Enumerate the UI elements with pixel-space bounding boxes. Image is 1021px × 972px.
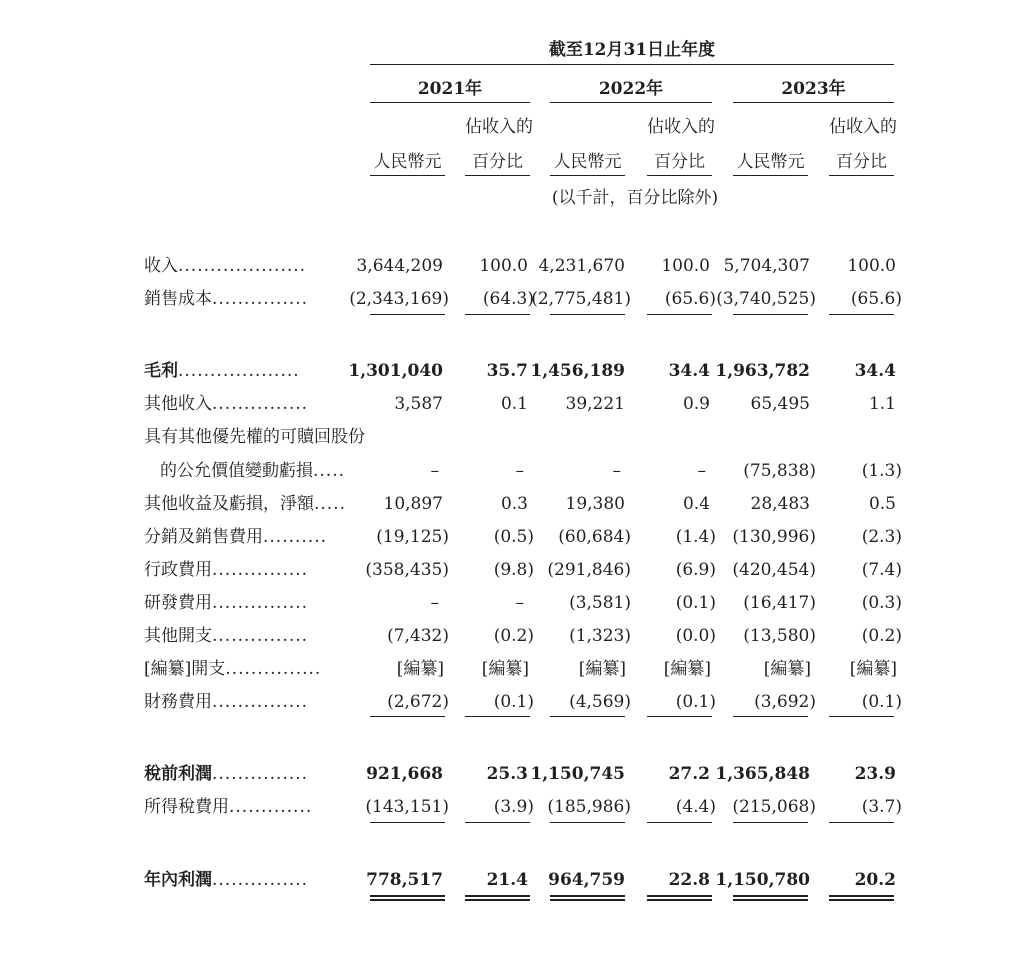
subtotal-rule bbox=[647, 822, 712, 823]
row-leader-dots: ............... bbox=[212, 626, 309, 646]
row-leader-dots: ............... bbox=[212, 560, 309, 580]
table-cell: (1.4) bbox=[675, 527, 716, 547]
table-cell: 100.0 bbox=[479, 256, 528, 276]
table-cell: (7.4) bbox=[861, 560, 902, 580]
row-label bbox=[144, 593, 308, 613]
subtotal-rule bbox=[829, 716, 894, 717]
subtotal-rule bbox=[370, 822, 445, 823]
row-label bbox=[144, 256, 306, 276]
table-cell: [編纂] bbox=[481, 659, 529, 679]
year-rule-2022 bbox=[550, 102, 712, 103]
table-cell: (0.1) bbox=[675, 692, 716, 712]
unit-note: (以千計，百分比除外) bbox=[551, 188, 719, 208]
subtotal-rule bbox=[829, 314, 894, 315]
table-cell: – bbox=[697, 461, 706, 481]
row-leader-dots: ..... bbox=[313, 461, 346, 481]
table-cell: [編纂] bbox=[849, 659, 897, 679]
subtotal-rule bbox=[370, 314, 445, 315]
pct-header-2022-line1: 佔收入的 bbox=[647, 117, 715, 137]
table-cell: (358,435) bbox=[365, 560, 449, 580]
pct-header-2023: 百分比 bbox=[836, 152, 887, 172]
table-cell: (16,417) bbox=[743, 593, 816, 613]
table-cell: 34.4 bbox=[668, 361, 710, 381]
total-double-rule bbox=[733, 899, 808, 901]
table-cell: (3.9) bbox=[493, 797, 534, 817]
total-double-rule bbox=[829, 899, 894, 901]
table-cell: 0.1 bbox=[500, 394, 528, 414]
total-double-rule bbox=[370, 899, 445, 901]
table-cell: – bbox=[515, 593, 524, 613]
total-double-rule bbox=[370, 895, 445, 897]
table-cell: – bbox=[430, 593, 439, 613]
row-label-text: 毛利 bbox=[144, 361, 178, 381]
row-label-text: 財務費用 bbox=[144, 692, 212, 712]
table-cell: (143,151) bbox=[365, 797, 449, 817]
table-cell: (215,068) bbox=[732, 797, 816, 817]
table-cell: 22.8 bbox=[668, 870, 710, 890]
row-leader-dots: ..... bbox=[314, 494, 347, 514]
table-cell: 0.3 bbox=[500, 494, 528, 514]
table-cell: 35.7 bbox=[486, 361, 528, 381]
row-label-text: 其他收入 bbox=[144, 394, 212, 414]
year-rule-2023 bbox=[733, 102, 894, 103]
year-header-2023: 2023年 bbox=[781, 79, 846, 99]
table-cell: (2,343,169) bbox=[349, 289, 449, 309]
period-title-rule bbox=[370, 64, 894, 65]
table-cell: (2,775,481) bbox=[531, 289, 631, 309]
total-double-rule bbox=[829, 895, 894, 897]
table-cell: (2,672) bbox=[387, 692, 449, 712]
table-cell: (65.6) bbox=[850, 289, 902, 309]
row-leader-dots: .................... bbox=[178, 256, 307, 276]
subtotal-rule bbox=[465, 822, 530, 823]
subtotal-rule bbox=[550, 314, 625, 315]
table-cell: 1,456,189 bbox=[530, 361, 625, 381]
table-cell: 39,221 bbox=[565, 394, 625, 414]
table-cell: 1,301,040 bbox=[348, 361, 443, 381]
col-rule-amount-2022 bbox=[550, 175, 625, 176]
table-cell: (420,454) bbox=[732, 560, 816, 580]
table-cell: (6.9) bbox=[675, 560, 716, 580]
table-cell: (3.7) bbox=[861, 797, 902, 817]
subtotal-rule bbox=[733, 314, 808, 315]
row-label-text: 分銷及銷售費用 bbox=[144, 527, 263, 547]
subtotal-rule bbox=[550, 716, 625, 717]
table-cell: 23.9 bbox=[854, 764, 896, 784]
table-cell: (291,846) bbox=[547, 560, 631, 580]
row-leader-dots: .......... bbox=[263, 527, 328, 547]
table-cell: 65,495 bbox=[750, 394, 810, 414]
subtotal-rule bbox=[733, 822, 808, 823]
row-label bbox=[144, 870, 308, 890]
table-cell: 1.1 bbox=[868, 394, 896, 414]
table-cell: (3,692) bbox=[754, 692, 816, 712]
row-leader-dots: ............. bbox=[229, 797, 313, 817]
table-cell: – bbox=[612, 461, 621, 481]
col-rule-pct-2023 bbox=[829, 175, 894, 176]
year-rule-2021 bbox=[370, 102, 530, 103]
table-cell: 0.9 bbox=[682, 394, 710, 414]
amount-header-2021: 人民幣元 bbox=[373, 152, 442, 172]
table-cell: (0.5) bbox=[493, 527, 534, 547]
year-header-2022: 2022年 bbox=[598, 79, 664, 99]
row-label-text: 稅前利潤 bbox=[144, 764, 212, 784]
total-double-rule bbox=[647, 899, 712, 901]
table-cell: (0.2) bbox=[861, 626, 902, 646]
table-cell: (0.1) bbox=[493, 692, 534, 712]
col-rule-pct-2021 bbox=[465, 175, 530, 176]
table-cell: 0.4 bbox=[682, 494, 710, 514]
table-cell: 100.0 bbox=[661, 256, 710, 276]
table-cell: (60,684) bbox=[558, 527, 631, 547]
col-rule-amount-2021 bbox=[370, 175, 445, 176]
pct-header-2021: 百分比 bbox=[472, 152, 523, 172]
row-label-text: 的公允價值變動虧損 bbox=[160, 461, 313, 481]
table-cell: (1.3) bbox=[861, 461, 902, 481]
row-label bbox=[144, 394, 308, 414]
row-leader-dots: ................... bbox=[178, 361, 300, 381]
col-rule-amount-2023 bbox=[733, 175, 808, 176]
row-label bbox=[144, 626, 308, 646]
row-label bbox=[144, 289, 308, 309]
table-cell: (13,580) bbox=[743, 626, 816, 646]
table-cell: (0.2) bbox=[493, 626, 534, 646]
table-cell: (4.4) bbox=[675, 797, 716, 817]
table-cell: [編纂] bbox=[663, 659, 711, 679]
col-rule-pct-2022 bbox=[647, 175, 712, 176]
subtotal-rule bbox=[465, 314, 530, 315]
subtotal-rule bbox=[829, 822, 894, 823]
table-cell: (130,996) bbox=[732, 527, 816, 547]
table-cell: (1,323) bbox=[569, 626, 631, 646]
row-label bbox=[144, 560, 308, 580]
row-label bbox=[144, 361, 300, 381]
table-cell: 34.4 bbox=[854, 361, 896, 381]
table-cell: 964,759 bbox=[548, 870, 625, 890]
row-label-text: 其他開支 bbox=[144, 626, 212, 646]
subtotal-rule bbox=[550, 822, 625, 823]
row-leader-dots: ............... bbox=[212, 870, 309, 890]
period-title: 截至12月31日止年度 bbox=[548, 40, 716, 60]
table-cell: 10,897 bbox=[383, 494, 443, 514]
table-cell: 4,231,670 bbox=[538, 256, 625, 276]
table-cell: 100.0 bbox=[847, 256, 896, 276]
row-leader-dots: ............... bbox=[212, 764, 309, 784]
row-label-text: 其他收益及虧損，淨額 bbox=[144, 494, 314, 514]
year-header-2021: 2021年 bbox=[417, 79, 483, 99]
table-cell: 19,380 bbox=[565, 494, 625, 514]
row-label bbox=[144, 797, 312, 817]
row-label-text: 具有其他優先權的可贖回股份 bbox=[144, 427, 365, 447]
table-cell: 0.5 bbox=[868, 494, 896, 514]
table-cell: (185,986) bbox=[547, 797, 631, 817]
table-cell: 20.2 bbox=[854, 870, 896, 890]
total-double-rule bbox=[647, 895, 712, 897]
table-cell: 21.4 bbox=[486, 870, 528, 890]
total-double-rule bbox=[550, 899, 625, 901]
subtotal-rule bbox=[465, 716, 530, 717]
amount-header-2022: 人民幣元 bbox=[553, 152, 622, 172]
row-label bbox=[144, 527, 327, 547]
table-cell: (64.3) bbox=[482, 289, 534, 309]
table-cell: – bbox=[515, 461, 524, 481]
table-cell: 1,150,745 bbox=[530, 764, 625, 784]
row-label-text: 收入 bbox=[144, 256, 178, 276]
table-cell: (0.1) bbox=[861, 692, 902, 712]
pct-header-2021-line1: 佔收入的 bbox=[465, 117, 533, 137]
row-label bbox=[144, 427, 365, 447]
table-cell: 25.3 bbox=[486, 764, 528, 784]
row-label-text: 所得稅費用 bbox=[144, 797, 229, 817]
table-cell: (19,125) bbox=[376, 527, 449, 547]
row-leader-dots: ............... bbox=[212, 394, 309, 414]
row-label bbox=[144, 764, 308, 784]
table-cell: 778,517 bbox=[366, 870, 443, 890]
row-label-text: 研發費用 bbox=[144, 593, 212, 613]
table-cell: 3,587 bbox=[394, 394, 443, 414]
table-cell: [編纂] bbox=[578, 659, 626, 679]
row-label-text: 年內利潤 bbox=[144, 870, 212, 890]
row-leader-dots: ............... bbox=[212, 289, 309, 309]
table-cell: (0.3) bbox=[861, 593, 902, 613]
total-double-rule bbox=[465, 895, 530, 897]
row-leader-dots: ............... bbox=[212, 593, 309, 613]
table-cell: 921,668 bbox=[366, 764, 443, 784]
row-label-text: [編纂]開支 bbox=[144, 659, 226, 679]
table-cell: (7,432) bbox=[387, 626, 449, 646]
total-double-rule bbox=[733, 895, 808, 897]
table-cell: (0.0) bbox=[675, 626, 716, 646]
row-label-text: 銷售成本 bbox=[144, 289, 212, 309]
row-leader-dots: ............... bbox=[225, 659, 322, 679]
row-label bbox=[144, 692, 308, 712]
row-label-text: 行政費用 bbox=[144, 560, 212, 580]
table-cell: 1,963,782 bbox=[715, 361, 810, 381]
table-cell: (4,569) bbox=[569, 692, 631, 712]
total-double-rule bbox=[550, 895, 625, 897]
row-leader-dots: ............... bbox=[212, 692, 309, 712]
row-label bbox=[144, 659, 321, 679]
table-cell: (2.3) bbox=[861, 527, 902, 547]
table-cell: [編纂] bbox=[396, 659, 444, 679]
table-cell: 27.2 bbox=[668, 764, 710, 784]
table-cell: 1,365,848 bbox=[715, 764, 810, 784]
row-label bbox=[160, 461, 345, 481]
table-cell: – bbox=[430, 461, 439, 481]
pct-header-2023-line1: 佔收入的 bbox=[829, 117, 897, 137]
table-cell: (9.8) bbox=[493, 560, 534, 580]
table-cell: (3,740,525) bbox=[716, 289, 816, 309]
total-double-rule bbox=[465, 899, 530, 901]
subtotal-rule bbox=[647, 716, 712, 717]
row-label bbox=[144, 494, 346, 514]
table-cell: (65.6) bbox=[664, 289, 716, 309]
pct-header-2022: 百分比 bbox=[654, 152, 705, 172]
table-cell: 1,150,780 bbox=[715, 870, 810, 890]
table-cell: [編纂] bbox=[763, 659, 811, 679]
table-cell: 28,483 bbox=[750, 494, 810, 514]
subtotal-rule bbox=[647, 314, 712, 315]
table-cell: 5,704,307 bbox=[723, 256, 810, 276]
table-cell: (75,838) bbox=[743, 461, 816, 481]
subtotal-rule bbox=[370, 716, 445, 717]
amount-header-2023: 人民幣元 bbox=[736, 152, 805, 172]
subtotal-rule bbox=[733, 716, 808, 717]
table-cell: (3,581) bbox=[569, 593, 631, 613]
table-cell: 3,644,209 bbox=[356, 256, 443, 276]
table-cell: (0.1) bbox=[675, 593, 716, 613]
